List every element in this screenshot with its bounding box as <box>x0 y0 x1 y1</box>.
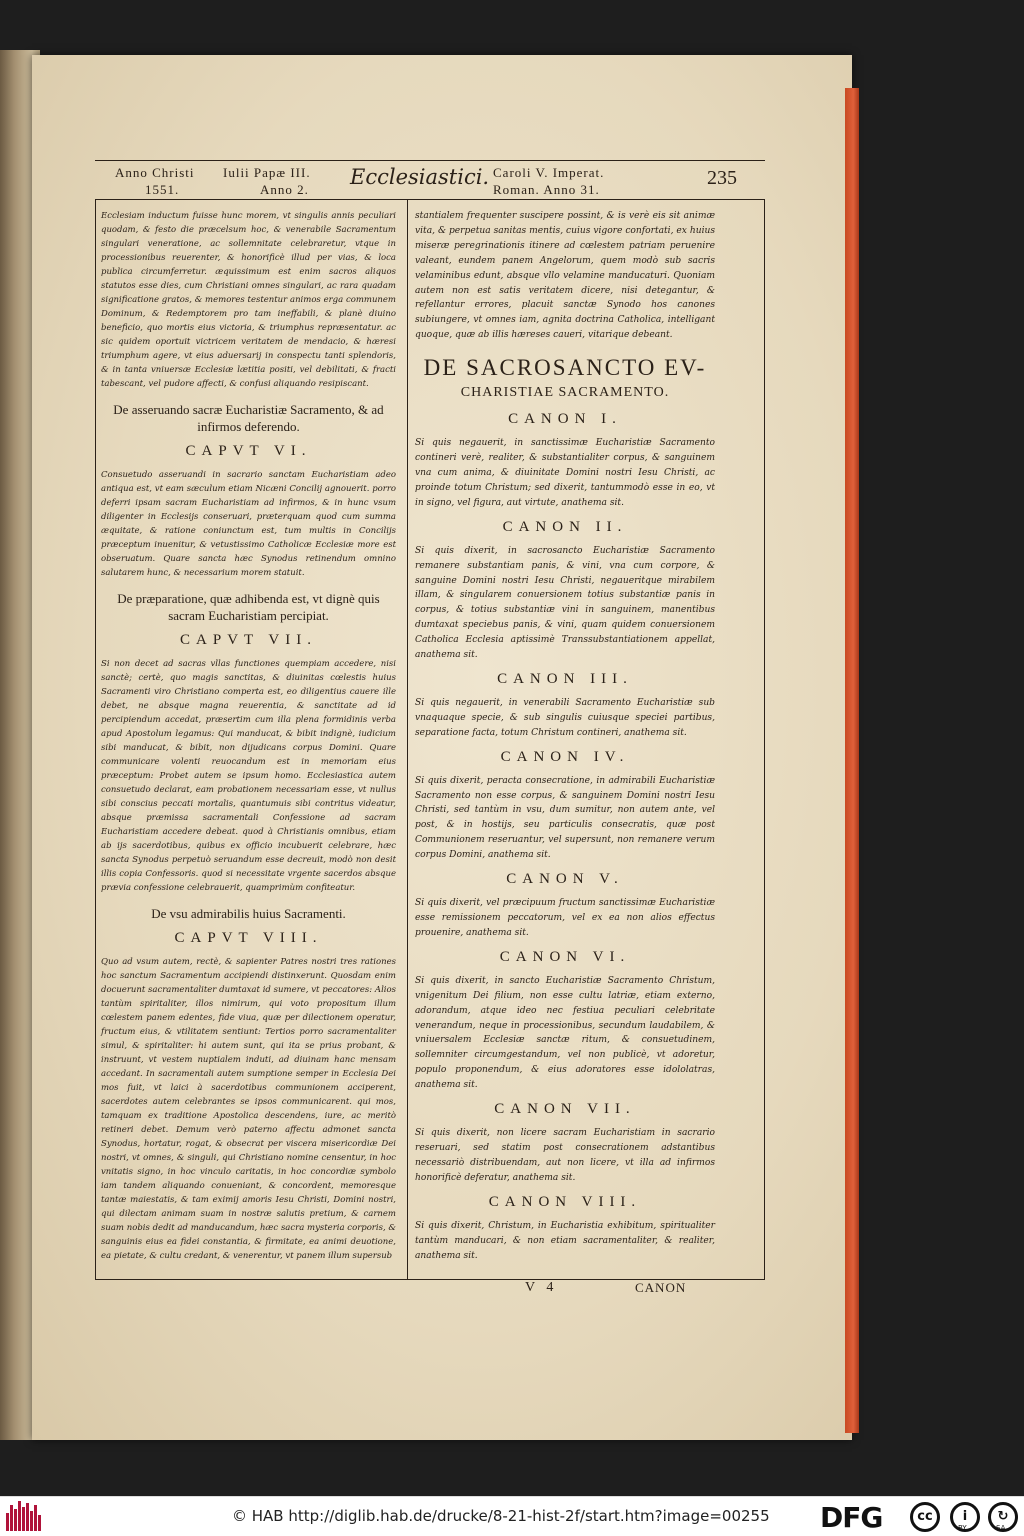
paragraph: Si non decet ad sacras vllas functiones quempiam accedere, nisi sanctè; certè, quo magis sanctitas, & diuinitas cœlestis huius Sacramenti viro Christiano comperta est, eo diligentius cauere ille debet, ne absque magna reuerentia, & sanctitate ad id percipiendum accedat, præsertim cum illa plena formidinis verba apud Apostolum legamus: Qui manducat, & bibit indignè, iudicium sibi manducat, & bibit, non dijudicans corpus Domini. Quare communicare volenti reuocandum est in memoriam eius præceptum: Probet autem se ipsum homo. Ecclesiastica autem consuetudo declarat, eam probationem necessariam esse, vt nullus sibi conscius peccati mortalis, quantumuis sibi contritus videatur, absque præmissa sacramentali Confessione ad sacram Eucharistiam accedere debeat. quod à Christianis omnibus, etiam ab ijs sacerdotibus, quibus ex officio incubuerit celebrare, hæc sancta Synodus perpetuò seruandum esse decreuit, modò non desit illis copia Confessoris. quod si necessitate vrgente sacerdos absque prævia confessione celebrauerit, quamprimùm confiteatur. <box>101 659 396 893</box>
column-rule <box>407 200 408 1280</box>
chapter-heading: CANON VI. <box>499 948 631 965</box>
red-page-edge <box>845 88 859 1433</box>
section-title: De vsu admirabilis huius Sacramenti. <box>151 906 346 921</box>
left-column <box>101 205 396 1267</box>
by-label: BY <box>958 1524 967 1532</box>
header-anno-christi: Anno Christi <box>115 165 195 180</box>
chapter-heading: CAPVT VIII. <box>174 930 323 946</box>
viewer-footer-bar <box>0 1496 1024 1536</box>
dfg-logo: DFG <box>820 1501 883 1534</box>
chapter-heading: CANON V. <box>506 871 624 888</box>
paragraph: Si quis dixerit, vel præcipuum fructum sanctissimæ Eucharistiæ esse remissionem peccatorum, vel ex ea non alios effectus prouenire, anathema sit. <box>415 898 715 938</box>
paragraph: Consuetudo asseruandi in sacrario sanctam Eucharistiam adeo antiqua est, vt eam sæculum etiam Nicæni Concilij agnouerit. porro deferri ipsam sacram Eucharistiam ad infirmos, & in hunc vsum diligenter in Ecclesijs conseruari, præterquam quod cum summa æquitate, & ratione coniunctum est, tum multis in Concilijs præceptum inuenitur, & vetustissimo Catholicæ Ecclesiæ more est obseruatum. Quare sancta hæc Synodus retinendum omnino salutarem hunc, & necessarium morem statuit. <box>101 470 396 578</box>
header-emperor-year: Roman. Anno 31. <box>493 182 600 197</box>
paragraph: Si quis dixerit, peracta consecratione, in admirabili Eucharistiæ Sacramento non esse corpus, & sanguinem Domini nostri Iesu Christi, sed tantùm in vsu, dum sumitur, non autem ante, vel post, & in hostijs, seu particulis consecratis, quæ post Communionem reseruantur, vel supersunt, non remanere verum corpus Domini, anathema sit. <box>415 775 715 861</box>
hab-logo-icon <box>6 1501 44 1533</box>
decree-subtitle: CHARISTIAE SACRAMENTO. <box>460 385 670 401</box>
chapter-heading: CAPVT VI. <box>185 443 312 459</box>
chapter-heading: CAPVT VII. <box>180 632 317 648</box>
page-header <box>95 160 765 200</box>
decree-title: DE SACROSANCTO EV- <box>423 355 707 381</box>
section-title: De asseruando sacræ Eucharistiæ Sacramento, & ad infirmos deferendo. <box>113 402 384 434</box>
header-pope-year: Anno 2. <box>260 182 309 197</box>
catchword: CANON <box>635 1280 687 1295</box>
header-pope: Iulii Papæ III. <box>223 165 311 180</box>
chapter-heading: CANON VIII. <box>488 1193 642 1210</box>
header-year: 1551. <box>145 182 180 197</box>
chapter-heading: CANON I. <box>508 411 622 428</box>
paragraph: stantialem frequenter suscipere possint, & is verè eis sit animæ vita, & perpetua sanitas mentis, cuius vigore confortati, ex huius miseræ peregrinationis itinere ad cœlestem patriam peruenire valeant, eundem panem Angelorum, quem modò sub sacris velaminibus edunt, absque vllo velamine manducaturi. Quoniam autem non est satis veritatem dicere, nisi detegantur, & refellantur errores, placuit sanctæ Synodo hos canones subiungere, vt omnes iam, agnita doctrina Catholica, intelligant quoque, quæ ab illis hæreses caueri, vitarique debeant. <box>415 211 715 341</box>
paragraph: Si quis negauerit, in sanctissimæ Eucharistiæ Sacramento contineri verè, realiter, & substantialiter corpus, & sanguinem vna cum anima, & diuinitate Domini nostri Iesu Christi, ac proinde totum Christum; sed dixerit, tantummodò esse in eo, vt in signo, vel figura, aut virtute, anathema sit. <box>415 438 715 508</box>
cc-license-icon[interactable]: cc <box>910 1502 940 1532</box>
chapter-heading: CANON III. <box>497 670 633 687</box>
paragraph: Si quis dixerit, Christum, in Eucharistia exhibitum, spiritualiter tantùm manducari, & non etiam sacramentaliter, & realiter, anathema sit. <box>415 1220 715 1261</box>
source-link[interactable]: © HAB http://diglib.hab.de/drucke/8-21-hist-2f/start.htm?image=00255 <box>232 1507 770 1525</box>
paragraph: Quo ad vsum autem, rectè, & sapienter Patres nostri tres rationes hoc sanctum Sacramentum accipiendi distinxerunt. Quosdam enim docuerunt sacramentaliter dumtaxat id sumere, vt peccatores: Alios tantùm spiritaliter, illos nimirum, qui voto propositum illum cœlestem panem edentes, fide viua, quæ per dilectionem operatur, fructum eius, & vtilitatem sentiunt: Tertios porro sacramentaliter simul, & spiritaliter: hi autem sunt, qui ita se prius probant, & instruunt, vt vestem nuptialem induti, ad diuinam hanc mensam accedant. In sacramentali autem sumptione semper in Ecclesia Dei mos fuit, vt laici à sacerdotibus communionem acciperent, sacerdotes autem celebrantes se ipsos communicarent. qui mos, tamquam ex traditione Apostolica descendens, iure, ac meritò retineri debet. Demum verò paterno affectu admonet sancta Synodus, hortatur, rogat, & obsecrat per viscera misericordiæ Dei nostri, vt omnes, & singuli, qui Christiano nomine censentur, in hoc vnitatis signo, in hoc vinculo caritatis, in hoc concordiæ symbolo iam tandem aliquando conueniant, & concordent, memoresque tantæ maiestatis, & tam eximij amoris Iesu Christi, Domini nostri, qui dilectam animam suam in nostræ salutis pretium, & carnem suam nobis dedit ad manducandum, hæc sacra mysteria corporis, & sanguinis eius ea fidei constantia, & firmitate, ea animi deuotione, ea pietate, & cultu credant, & venerentur, vt panem illum supersub <box>101 957 396 1261</box>
by-attribution-icon: i <box>950 1502 980 1532</box>
chapter-heading: CANON VII. <box>494 1101 636 1118</box>
header-emperor: Caroli V. Imperat. <box>493 165 605 180</box>
paragraph: Ecclesiam inductum fuisse hunc morem, vt singulis annis peculiari quodam, & festo die præcelsum hoc, & venerabile Sacramentum singulari veneratione, ac sollemnitate celebraretur, vtque in processionibus reuerenter, & honorificè illud per vias, & loca publica circumferretur. æquissimum est enim sacros aliquos statutos esse dies, cum Christiani omnes singulari, ac rara quadam significatione gratos, & memores testentur animos erga communem Dominum, & Redemptorem pro tam ineffabili, & planè diuino beneficio, quo mortis eius victoria, & triumphus repræsentatur. ac sic quidem oportuit victricem veritatem de mendacio, & hæresi triumphum agere, vt eius aduersarij in conspectu tanti splendoris, & in tanta vniuersæ Ecclesiæ lætitia positi, vel debilitati, & fracti tabescant, vel pudore affecti, & confusi aliquando resipiscant. <box>101 211 396 389</box>
folio-number: 235 <box>707 167 737 189</box>
paragraph: Si quis negauerit, in venerabili Sacramento Eucharistiæ sub vnaquaque specie, & sub singulis cuiusque speciei partibus, separatione facta, totum Christum contineri, anathema sit. <box>415 697 715 738</box>
right-column <box>415 205 715 1267</box>
paragraph: Si quis dixerit, non licere sacram Eucharistiam in sacrario reseruari, sed statim post consecrationem adstantibus necessariò distribuendam, aut non licere, vt illa ad infirmos honorificè deferatur, anathema sit. <box>415 1128 715 1183</box>
section-title: De præparatione, quæ adhibenda est, vt dignè quis sacram Eucharistiam percipiat. <box>117 591 380 623</box>
share-alike-icon: ↻ <box>988 1502 1018 1532</box>
paragraph: Si quis dixerit, in sacrosancto Eucharistiæ Sacramento remanere substantiam panis, & vini, vna cum corpore, & sanguine Domini nostri Iesu Christi, negaueritque mirabilem illam, & singularem conuersionem totius substantiæ panis in corpus, & totius substantiæ vini in sanguinem, manentibus dumtaxat speciebus panis, & vini, quam quidem conuersionem Catholica Ecclesia aptissimè Transsubstantiationem appellat, anathema sit. <box>415 545 715 661</box>
sa-label: SA <box>996 1524 1006 1532</box>
paragraph: Si quis dixerit, in sancto Eucharistiæ Sacramento Christum, vnigenitum Dei filium, non esse cultu latriæ, etiam externo, adorandum, atque ideo nec festiua peculiari celebritate venerandum, neque in processionibus, secundum laudabilem, & vniuersalem Ecclesiæ sanctæ ritum, & consuetudinem, sollemniter circumgestandum, vel non publicè, vt adoretur, populo proponendum, & eius adoratores esse idololatras, anathema sit. <box>415 975 715 1091</box>
chapter-heading: CANON II. <box>502 518 628 535</box>
running-head: Ecclesiastici. <box>350 165 490 189</box>
chapter-heading: CANON IV. <box>500 748 630 765</box>
signature-mark: V 4 <box>525 1280 558 1295</box>
